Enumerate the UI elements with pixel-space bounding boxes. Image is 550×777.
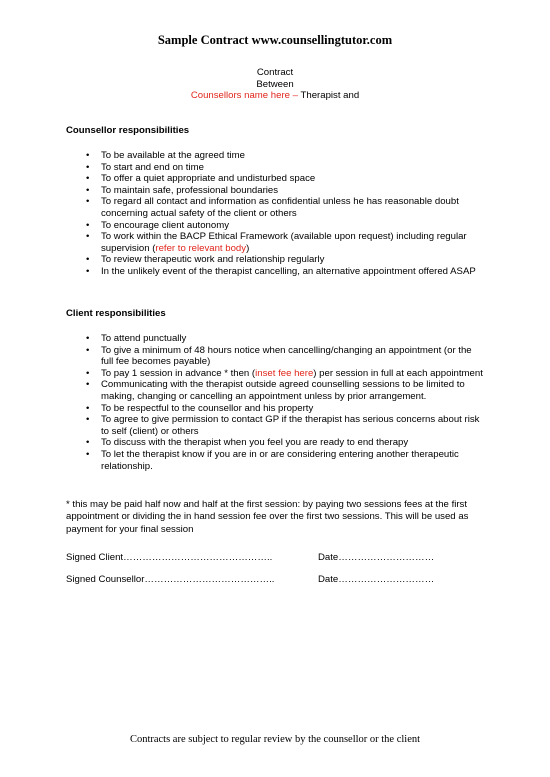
list-item: • To offer a quiet appropriate and undisturbed space	[86, 173, 316, 185]
counsellor-name-placeholder: Counsellors name here	[190, 90, 291, 101]
page-title: Sample Contract www.counsellingtutor.com	[157, 33, 393, 47]
relevant-body-placeholder: refer to relevant body	[155, 242, 247, 254]
intro-parties	[0, 90, 550, 101]
bullet-icon: •	[86, 231, 90, 243]
intro-between: Between	[256, 79, 294, 90]
bullet-icon: •	[86, 333, 90, 344]
fee-placeholder: inset fee here	[255, 367, 314, 379]
list-item: • To give a minimum of 48 hours notice when cancelling/changing an appointment (or the full fee becomes payable)	[86, 344, 472, 368]
bullet-icon: •	[86, 265, 90, 277]
bullet-icon: •	[86, 402, 90, 414]
intro-dash: –	[290, 90, 301, 101]
counsellor-date-line: Date…………………………	[318, 574, 435, 585]
list-item: • Communicating with the therapist outside agreed counselling sessions to be limited to making, changing or cancelling an appointment unless by prior arrangement.	[86, 379, 465, 402]
list-item: • To pay 1 session in advance * then (inset fee here) per session in full at each appointment	[86, 367, 483, 379]
bullet-icon: •	[86, 161, 90, 173]
bullet-icon: •	[86, 448, 90, 460]
list-item: • To regard all contact and information as confidential unless he has reasonable doubt concerning actual safety of the client or others	[86, 196, 459, 219]
list-item: • To discuss with the therapist when you feel you are ready to end therapy	[86, 437, 409, 449]
bullet-icon: •	[86, 344, 90, 356]
list-item: • To agree to give permission to contact GP if the therapist has serious concerns about risk to self (client) or others	[86, 414, 480, 437]
list-item: • To maintain safe, professional boundaries	[86, 184, 279, 196]
bullet-icon: •	[86, 367, 90, 379]
list-item: • In the unlikely event of the therapist cancelling, an alternative appointment offered ASAP	[86, 265, 476, 277]
intro-therapist-and: Therapist and	[300, 90, 360, 101]
list-item: • To review therapeutic work and relationship regularly	[86, 254, 325, 266]
bullet-icon: •	[86, 219, 90, 231]
signed-counsellor-line: Signed Counsellor…………………………………..	[66, 574, 275, 585]
list-item: • To start and end on time	[86, 161, 204, 173]
signed-client-line: Signed Client………………………………………..	[66, 552, 273, 563]
bullet-icon: •	[86, 150, 90, 161]
list-item: • To attend punctually	[86, 333, 187, 344]
bullet-icon: •	[86, 379, 90, 391]
list-item: • To work within the BACP Ethical Framework (available upon request) including regular supervision (refer to relevant body)	[86, 231, 467, 254]
client-date-line: Date…………………………	[318, 552, 435, 563]
bullet-icon: •	[86, 437, 90, 449]
bullet-icon: •	[86, 414, 90, 426]
page-footer: Contracts are subject to regular review by the counsellor or the client	[129, 734, 421, 745]
counsellor-responsibilities-heading: Counsellor responsibilities	[66, 125, 190, 136]
intro-contract: Contract	[256, 67, 294, 78]
client-responsibilities-list	[0, 333, 550, 472]
list-item: • To encourage client autonomy	[86, 219, 229, 231]
payment-footnote: * this may be paid half now and half at the first session: by paying two sessions fees at the first appointment or dividing the in hand session fee over the first two sessions. This will be used as payment for your final session	[66, 499, 469, 535]
bullet-icon: •	[86, 184, 90, 196]
bullet-icon: •	[86, 196, 90, 208]
list-item: • To be respectful to the counsellor and his property	[86, 402, 314, 414]
bullet-icon: •	[86, 254, 90, 266]
bullet-icon: •	[86, 173, 90, 185]
list-item: • To let the therapist know if you are in or are considering entering another therapeutic relationship.	[86, 448, 459, 472]
list-item: • To be available at the agreed time	[86, 150, 245, 161]
counsellor-responsibilities-list	[0, 150, 550, 278]
client-responsibilities-heading: Client responsibilities	[66, 308, 166, 319]
